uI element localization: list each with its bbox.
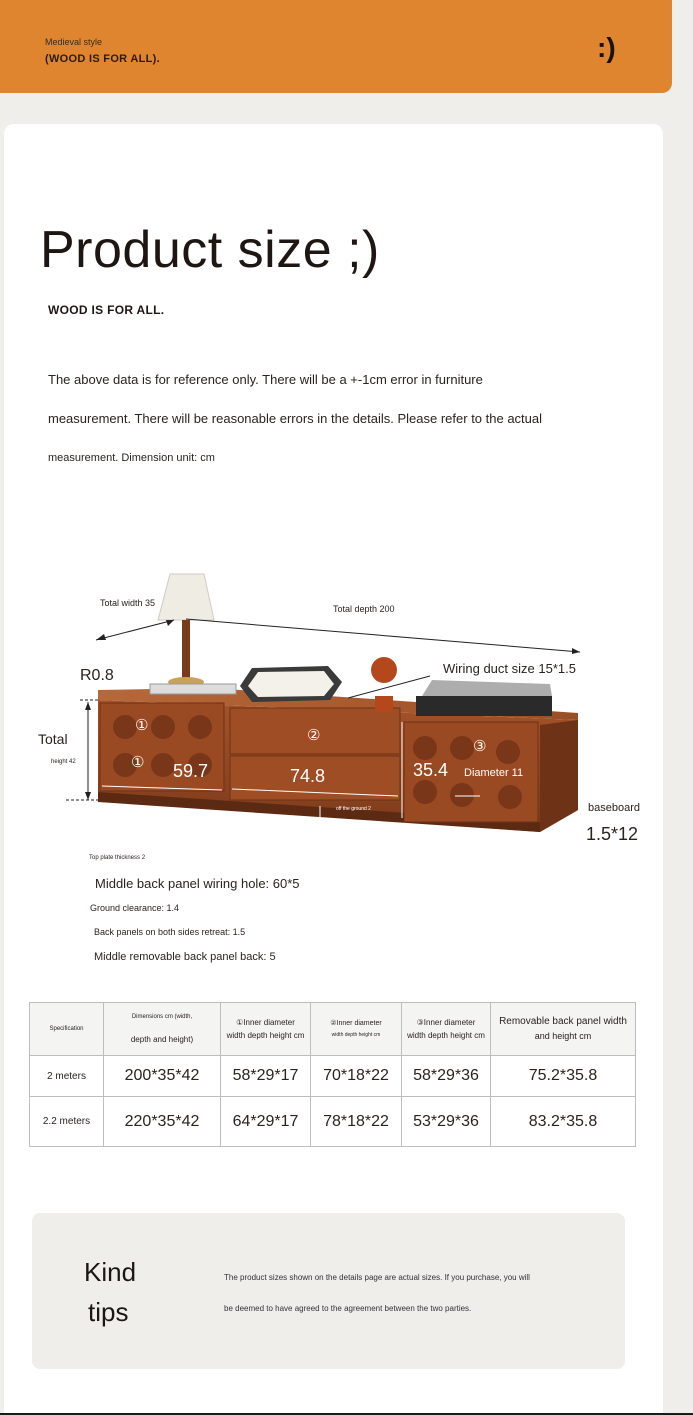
note-line-2: measurement. There will be reasonable errors in the details. Please refer to the actual bbox=[48, 411, 543, 426]
statue-base bbox=[375, 696, 393, 712]
page-title: Product size ;) bbox=[40, 221, 380, 279]
total-height-label: Total bbox=[38, 731, 68, 747]
table-cell: 220*35*42 bbox=[104, 1097, 221, 1147]
kind-tips-line-2: be deemed to have agreed to the agreement between the two parties. bbox=[224, 1304, 472, 1313]
header-removable-panel: Removable back panel width and height cm bbox=[491, 1003, 636, 1056]
table-cell: 2.2 meters bbox=[30, 1097, 104, 1147]
top-plate-label: Top plate thickness 2 bbox=[89, 855, 146, 861]
dimension-59-7: 59.7 bbox=[173, 761, 209, 781]
table-cell: 70*18*22 bbox=[311, 1056, 402, 1097]
header-dimensions: Dimensions cm (width, depth and height) bbox=[104, 1003, 221, 1056]
back-panels-label: Back panels on both sides retreat: 1.5 bbox=[94, 927, 246, 937]
table-cell: 78*18*22 bbox=[311, 1097, 402, 1147]
table-cell: 83.2*35.8 bbox=[491, 1097, 636, 1147]
cabinet-side bbox=[540, 720, 578, 832]
header-subtitle: Medieval style bbox=[45, 37, 103, 47]
header-inner-2: ②Inner diameter width depth height cm bbox=[311, 1003, 402, 1056]
header-banner bbox=[0, 0, 672, 93]
compartment-3-marker: ③ bbox=[473, 738, 487, 755]
statue-head bbox=[371, 657, 397, 683]
removable-back-label: Middle removable back panel back: 5 bbox=[94, 951, 276, 963]
table-cell: 75.2*35.8 bbox=[491, 1056, 636, 1097]
header-inner-1: ①Inner diameter width depth height cm bbox=[221, 1003, 311, 1056]
smile-logo: :) bbox=[597, 32, 616, 63]
lamp-shade bbox=[158, 574, 214, 620]
height-label: height 42 bbox=[51, 759, 76, 765]
compartment-2-marker: ② bbox=[307, 727, 321, 744]
header-inner-3: ③Inner diameter width depth height cm bbox=[402, 1003, 491, 1056]
kind-tips-line-1: The product sizes shown on the details page are actual sizes. If you purchase, you will bbox=[224, 1273, 530, 1282]
brand-tagline: WOOD IS FOR ALL. bbox=[48, 303, 165, 317]
kind-tips-box bbox=[32, 1213, 625, 1369]
compartment-1-marker: ① bbox=[131, 754, 145, 771]
note-line-1: The above data is for reference only. There will be a +-1cm error in furniture bbox=[48, 372, 483, 387]
table-header-row bbox=[30, 1003, 636, 1056]
diameter-label: Diameter 11 bbox=[464, 767, 524, 779]
wiring-duct-label: Wiring duct size 15*1.5 bbox=[443, 661, 576, 676]
ground-clearance-label: Ground clearance: 1.4 bbox=[90, 903, 180, 913]
table-row bbox=[30, 1097, 636, 1147]
baseboard-label: baseboard bbox=[588, 802, 640, 814]
table-cell: 2 meters bbox=[30, 1056, 104, 1097]
kind-tips-title-1: Kind bbox=[84, 1257, 137, 1287]
table-row bbox=[30, 1056, 636, 1097]
table-cell: 53*29*36 bbox=[402, 1097, 491, 1147]
header-brand: (WOOD IS FOR ALL). bbox=[45, 53, 160, 65]
header-specification: Specification bbox=[30, 1003, 104, 1056]
table-cell: 58*29*36 bbox=[402, 1056, 491, 1097]
table-cell: 64*29*17 bbox=[221, 1097, 311, 1147]
dimension-35-4: 35.4 bbox=[413, 760, 449, 780]
lamp-stem bbox=[182, 620, 190, 678]
dimension-74-8: 74.8 bbox=[290, 766, 326, 786]
total-width-label: Total width 35 bbox=[100, 598, 156, 608]
baseboard-size-label: 1.5*12 bbox=[586, 824, 639, 844]
spec-table bbox=[29, 1002, 636, 1147]
total-depth-label: Total depth 200 bbox=[333, 604, 395, 614]
radius-label: R0.8 bbox=[80, 667, 114, 684]
record-player bbox=[416, 696, 552, 716]
table-cell: 58*29*17 bbox=[221, 1056, 311, 1097]
table-cell: 200*35*42 bbox=[104, 1056, 221, 1097]
compartment-1-top-marker: ① bbox=[135, 717, 149, 734]
note-line-3: measurement. Dimension unit: cm bbox=[48, 452, 215, 464]
books bbox=[150, 684, 236, 694]
kind-tips-title-2: tips bbox=[88, 1297, 129, 1327]
off-ground-label: off the ground 2 bbox=[336, 806, 371, 812]
middle-back-panel-label: Middle back panel wiring hole: 60*5 bbox=[95, 876, 300, 891]
